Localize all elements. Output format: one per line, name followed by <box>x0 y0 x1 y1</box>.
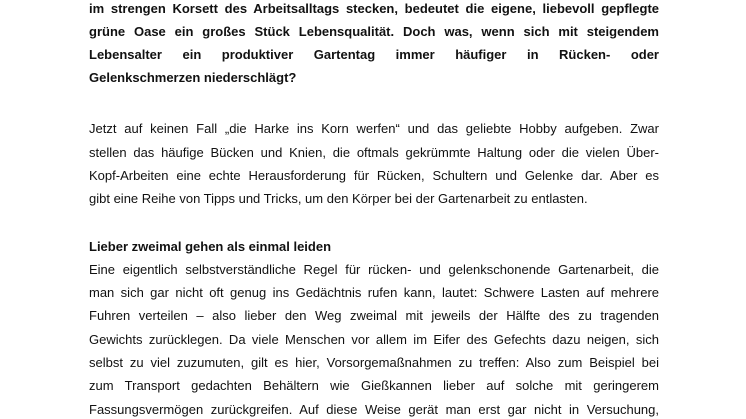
paragraph1-line-3: Kopf-Arbeiten eine echte Herausforderung für Rücken, Schultern und Gelenke dar. Aber es <box>89 168 659 183</box>
intro-line-1: im strengen Korsett des Arbeitsalltags stecken, bedeutet die eigene, liebevoll gepflegte <box>89 1 659 16</box>
paragraph2-line-1: Eine eigentlich selbstverständliche Regel für rücken- und gelenkschonende Gartenarbeit, die <box>89 262 659 277</box>
paragraph2-line-7: Fassungsvermögen zurückgreifen. Auf diese Weise gerät man erst gar nicht in Versuchung, <box>89 402 659 417</box>
paragraph2-line-6: zum Transport gedachten Behältern wie Gießkannen lieber auf solche mit geringerem <box>89 378 659 393</box>
intro-line-2: grüne Oase ein großes Stück Lebensqualität. Doch was, wenn sich mit steigendem <box>89 24 659 39</box>
paragraph1-line-1: Jetzt auf keinen Fall „die Harke ins Korn werfen“ und das geliebte Hobby aufgeben. Zwar <box>89 121 659 136</box>
paragraph1-line-2: stellen das häufige Bücken und Knien, die oftmals gekrümmte Haltung oder die vielen Über- <box>89 145 659 160</box>
section-heading: Lieber zweimal gehen als einmal leiden <box>89 239 332 254</box>
paragraph1-line-4: gibt eine Reihe von Tipps und Tricks, um den Körper bei der Gartenarbeit zu entlasten. <box>89 191 588 206</box>
paragraph2-line-3: Fuhren verteilen – also lieber den Weg zweimal mit jeweils der Hälfte des zu tragenden <box>89 308 659 323</box>
paragraph2-line-5: selbst zu viel zuzumuten, gilt es hier, Vorsorgemaßnahmen zu treffen: Also zum Beispiel bei <box>89 355 659 370</box>
intro-line-4: Gelenkschmerzen niederschlägt? <box>89 70 297 85</box>
paragraph2-line-2: man sich gar nicht oft genug ins Gedächtnis rufen kann, lautet: Schwere Lasten auf mehrere <box>89 285 659 300</box>
intro-line-3: Lebensalter ein produktiver Gartentag immer häufiger in Rücken- oder <box>89 47 659 62</box>
paragraph2-line-4: Gewichts zurücklegen. Da viele Menschen vor allem im Eifer des Gefechts dazu neigen, sich <box>89 332 659 347</box>
